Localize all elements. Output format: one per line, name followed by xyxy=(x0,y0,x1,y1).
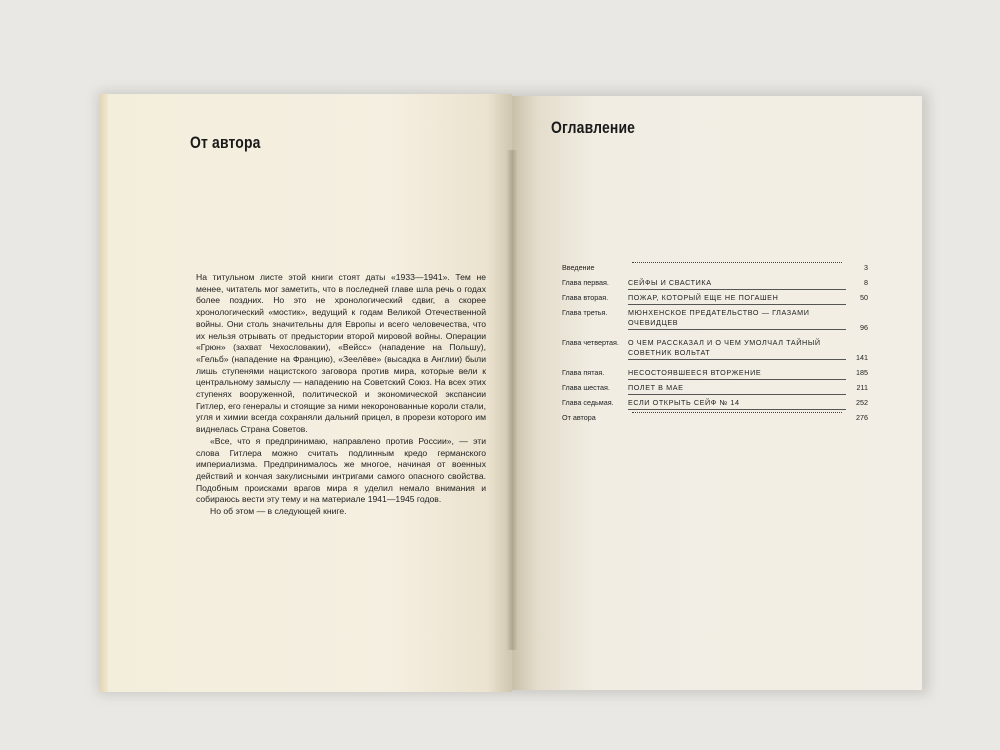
toc-entry xyxy=(562,262,868,277)
toc-entry xyxy=(562,277,868,292)
toc-entry xyxy=(562,307,868,337)
toc-title: О ЧЕМ РАССКАЗАЛ И О ЧЕМ УМОЛЧАЛ ТАЙНЫЙ СОВЕТНИК ВОЛЬТАТ xyxy=(628,337,846,360)
book-spine xyxy=(506,150,518,650)
toc-entry xyxy=(562,367,868,382)
toc-title: ПОЛЕТ В МАЕ xyxy=(628,382,846,395)
right-page-heading: Оглавление xyxy=(551,118,636,137)
toc-title: НЕСОСТОЯВШЕЕСЯ ВТОРЖЕНИЕ xyxy=(628,367,846,380)
toc-leader-dots xyxy=(632,262,842,263)
toc-page-number: 8 xyxy=(864,278,868,287)
toc-label: Глава четвертая. xyxy=(562,338,619,347)
toc-entry xyxy=(562,412,868,427)
toc-label: Глава седьмая. xyxy=(562,398,614,407)
toc-page-number: 3 xyxy=(864,263,868,272)
toc-page-number: 141 xyxy=(856,353,868,362)
toc-page-number: 96 xyxy=(860,323,868,332)
author-note-text xyxy=(196,272,486,518)
toc-page-number: 50 xyxy=(860,293,868,302)
toc-entry xyxy=(562,337,868,367)
toc-page-number: 276 xyxy=(856,413,868,422)
toc-page-number: 185 xyxy=(856,368,868,377)
toc-label: Глава первая. xyxy=(562,278,609,287)
toc-entry xyxy=(562,382,868,397)
left-page-edge xyxy=(100,94,108,692)
toc-leader-dots xyxy=(632,412,842,413)
toc-title: ПОЖАР, КОТОРЫЙ ЕЩЕ НЕ ПОГАШЕН xyxy=(628,292,846,305)
toc-title: СЕЙФЫ И СВАСТИКА xyxy=(628,277,846,290)
left-page-heading: От автора xyxy=(190,133,261,152)
paragraph: «Все, что я предпринимаю, направлено против России», — эти слова Гитлера можно считать подлинным кредо германского империализма. Предпринималось же многое, начиная от военных действий и кончая закулисными интригами самого опасного свойства. Подобным происками врагов мира я уделил немало внимания и собираюсь вести эту тему и на материале 1941—1945 годов. xyxy=(196,435,486,505)
paragraph: Но об этом — в следующей книге. xyxy=(210,506,347,517)
toc-page-number: 252 xyxy=(856,398,868,407)
toc-entry xyxy=(562,292,868,307)
toc-label: Глава третья. xyxy=(562,308,608,317)
toc-label: От автора xyxy=(562,413,596,422)
table-of-contents xyxy=(562,262,868,427)
paragraph: На титульном листе этой книги стоят даты «1933—1941». Тем не менее, читатель мог заметить, что в последней главе шла речь о годах более поздних. Но это не хронологический сдвиг, а скорее хронологический «мостик», ведущий к годам Великой Отечественной войны. Они столь значительны для Европы и всего человечества, что их нельзя отрывать от предыстории второй мировой войны. Операции «Грюн» (захват Чехословакии), «Вейсс» (нападение на Польшу), «Гельб» (нападение на Францию), «Зеелёве» (высадка в Англии) были лишь ступенями нацистского заговора против мира, которые вели к центральному замыслу — нападению на Советский Союз. На всех этих ступенях вооруженной, политической и экономической экспансии Гитлер, его генералы и стоящие за ними некоронованные короли стали, угля и химии всегда сохраняли дальний прицел, в прорези которого им виднелась Страна Советов. xyxy=(196,272,486,435)
toc-page-number: 211 xyxy=(856,383,868,392)
toc-entry xyxy=(562,397,868,412)
toc-title: МЮНХЕНСКОЕ ПРЕДАТЕЛЬСТВО — ГЛАЗАМИ ОЧЕВИДЦЕВ xyxy=(628,307,846,330)
toc-label: Глава шестая. xyxy=(562,383,610,392)
toc-label: Глава пятая. xyxy=(562,368,605,377)
toc-label: Глава вторая. xyxy=(562,293,609,302)
toc-title: ЕСЛИ ОТКРЫТЬ СЕЙФ № 14 xyxy=(628,397,846,410)
toc-label: Введение xyxy=(562,263,595,272)
